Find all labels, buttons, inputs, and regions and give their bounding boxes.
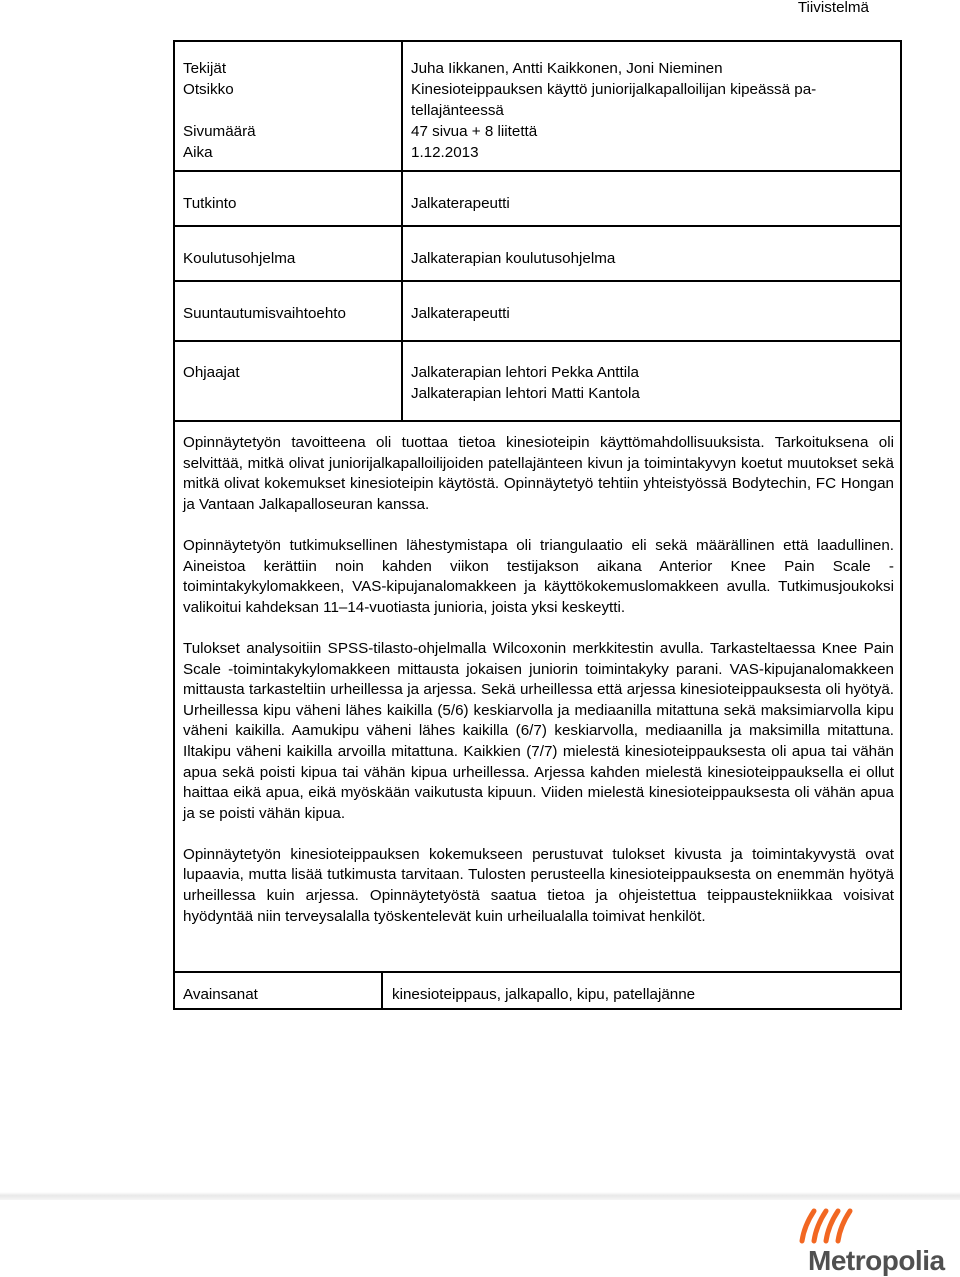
abstract-paragraph-3: Tulokset analysoitiin SPSS-tilasto-ohjelmalla Wilcoxonin merkkitestin avulla. Tarkasteltaessa Knee Pain Scale -toimintakykylomakkeen mittausta jokaisen juniorin toimintakyky parani. VAS-kipujanalomakkeen mittausta tarkasteltiin urheillessa ja arjessa. Sekä urheillessa että arjessa kinesioteippauksesta oli hyötyä. Urheillessa kipu väheni lähes kaikilla (5/6) keskiarvolla ja mediaanilla mitattuna sekä maksimiarvolla kipu väheni kaikilla. Aamukipu väheni lähes kaikilla (6/7) keskiarvolla, mediaanilla ja maksimilla mitattuna. Iltakipu väheni kaikilla arvoilla mitattuna. Kaikkien (7/7) mielestä kinesioteippauksesta oli apua tai vähän apua sekä poisti kipua tai vähän kipua urheillessa. Arjessa kahden mielestä kinesioteippauksella ei ollut haittaa eikä apua, eikä myöskään vaikutusta kipuun. Viiden mielestä kinesioteippauksesta oli vähän apua ja se poisti vähän kipua. (183, 639, 894, 822)
row-divider (175, 340, 900, 342)
row-divider (175, 971, 900, 973)
otsikko-value-line1: Kinesioteippauksen käyttö juniorijalkapalloilijan kipeässä pa- (411, 81, 817, 98)
koulutusohjelma-value: Jalkaterapian koulutusohjelma (411, 250, 616, 267)
metropolia-logo-text: Metropolia (808, 1245, 945, 1276)
ohjaaja-1: Jalkaterapian lehtori Pekka Anttila (411, 364, 639, 381)
aika-value: 1.12.2013 (411, 144, 479, 161)
column-divider (381, 971, 383, 1010)
otsikko-label: Otsikko (183, 81, 234, 98)
suuntautumis-label: Suuntautumisvaihtoehto (183, 305, 346, 322)
ohjaajat-values (411, 362, 640, 404)
abstract-body (183, 433, 894, 948)
info-values (411, 58, 816, 163)
tekijat-value: Juha Iikkanen, Antti Kaikkonen, Joni Nieminen (411, 60, 723, 77)
aika-label: Aika (183, 144, 213, 161)
otsikko-value-line2: tellajänteessä (411, 102, 504, 119)
koulutusohjelma-label: Koulutusohjelma (183, 250, 296, 267)
abstract-paragraph-2: Opinnäytetyön tutkimuksellinen lähestymistapa oli triangulaatio eli sekä määrällinen että laadullinen. Aineistoa kerättiin noin kahden viikon testijakson aikana Anterior Knee Pain Scale -toimintakykylomakkeen, VAS-kipujanalomakkeen ja käyttökokemuslomakkeen avulla. Tutkimusjoukoksi valikoitui kahdeksan 11–14-vuotiasta junioria, joista yksi keskeytti. (183, 536, 894, 616)
column-divider (401, 42, 403, 420)
abstract-form (173, 40, 902, 1010)
tutkinto-label: Tutkinto (183, 195, 237, 212)
suuntautumis-value: Jalkaterapeutti (411, 305, 510, 322)
tutkinto-value: Jalkaterapeutti (411, 195, 510, 212)
tekijat-label: Tekijät (183, 60, 227, 77)
row-divider (175, 280, 900, 282)
ohjaajat-label: Ohjaajat (183, 364, 240, 381)
avainsanat-label: Avainsanat (183, 986, 258, 1003)
page-header-title: Tiivistelmä (797, 0, 869, 16)
row-divider (175, 225, 900, 227)
row-divider (175, 420, 900, 422)
avainsanat-value: kinesioteippaus, jalkapallo, kipu, patellajänne (392, 986, 696, 1003)
footer-divider (0, 1192, 960, 1200)
sivumaara-value: 47 sivua + 8 liitettä (411, 123, 538, 140)
info-labels (183, 58, 256, 163)
sivumaara-label: Sivumäärä (183, 123, 256, 140)
ohjaaja-2: Jalkaterapian lehtori Matti Kantola (411, 385, 640, 402)
row-divider (175, 170, 900, 172)
abstract-paragraph-1: Opinnäytetyön tavoitteena oli tuottaa tietoa kinesioteipin käyttömahdollisuuksista. Tarkoituksena oli selvittää, mitkä olivat juniorijalkapalloilijoiden patellajänteen kivun ja toimintakyvyn koetut muutokset sekä mitkä olivat kokemukset kinesioteipin käytöstä. Opinnäytetyö tehtiin yhteistyössä Bodytechin, FC Hongan ja Vantaan Jalkapalloseuran kanssa. (183, 434, 894, 513)
abstract-paragraph-4: Opinnäytetyön kinesioteippauksen kokemukseen perustuvat tulokset kivusta ja toimintakyvystä ovat lupaavia, mutta lisää tutkimusta tarvitaan. Tulosten perusteella kinesioteippauksesta on enemmän hyötyä urheillessa kuin arjessa. Opinnäytetyöstä saatua tietoa ja ohjeistettua teippaustekniikkaa voisivat hyödyntää niin terveysalalla työskentelevät kuin urheilualalla toimivat henkilöt. (183, 845, 894, 925)
